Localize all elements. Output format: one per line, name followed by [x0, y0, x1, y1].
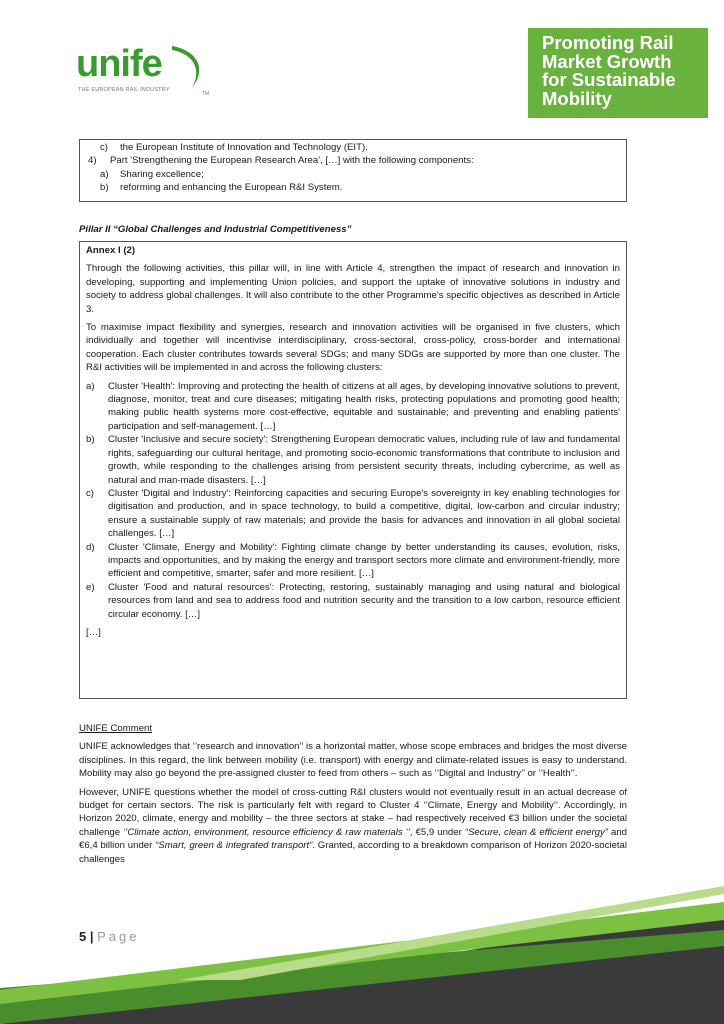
list-item: 4) Part 'Strengthening the European Research Area', […] with the following components:	[88, 155, 474, 167]
logo-swoosh-icon	[168, 44, 208, 92]
header-banner	[528, 28, 708, 118]
paragraph: To maximise impact flexibility and synergies, research and innovation activities will be organised in five clusters, which individually and together will incentivise interdisciplinary, cross-sectoral, cross-policy, cross-border and international cooperation. Each cluster contributes towards several SDGs; and many SDGs are supported by more than one cluster. The R&I activities will be implemented in and across the following clusters:	[86, 322, 620, 374]
quote-box-annex	[79, 241, 627, 699]
unife-logo	[76, 44, 216, 100]
section-heading: Pillar II “Global Challenges and Industrial Competitiveness”	[79, 224, 352, 235]
list-item: a) Cluster 'Health': Improving and protecting the health of citizens at all ages, by developing innovative solutions to prevent, diagnose, monitor, treat and cure diseases; mitigating health risks, protecting populations and promoting good health; making public health systems more cost-effective, equitable and sustainable; and preventing and enabling patients' participation and self-management. […]	[86, 380, 620, 432]
list-item: c) Cluster 'Digital and Industry': Reinforcing capacities and securing Europe's sovereignty in key enabling technologies for digitisation and production, and in space technology, to build a competitive, digital, low-carbon and circular industry; ensure a sustainable supply of raw materials; and provide the basis for advances and innovation in all global societal challenges. […]	[86, 487, 620, 540]
list-item: c) the European Institute of Innovation and Technology (EIT).	[100, 142, 368, 153]
list-item: b) Cluster 'Inclusive and secure society': Strengthening European democratic values, including rule of law and fundamental rights, safeguarding our cultural heritage, and promoting socio-economic transformations that contribute to inclusion and growth, while responding to the challenges arising from persistent security threats, including cybercrime, as well as natural and man-made disasters. […]	[86, 434, 620, 486]
list-item: a) Sharing excellence;	[100, 168, 204, 180]
paragraph: UNIFE acknowledges that ‘’research and innovation’’ is a horizontal matter, whose scope embraces and bridges the most diverse disciplines. In this regard, the link between mobility (i.e. transport) with energy and climate-related issues is easy to understand. Mobility may also go beyond the pre-assigned cluster to feed from others – such as ‘’Digital and Industry’’ or ‘’Health’’.	[79, 741, 627, 780]
annex-heading: Annex I (2)	[86, 245, 136, 256]
logo-trademark: TM	[202, 91, 210, 97]
banner-line: Mobility	[542, 87, 612, 109]
banner-line: for Sustainable	[542, 69, 676, 90]
footer-decoration	[0, 880, 724, 1024]
comment-section	[79, 722, 627, 866]
comment-title: UNIFE Comment	[79, 723, 153, 734]
banner-line: Market Growth	[542, 50, 672, 72]
page-number: 5 | Page	[79, 929, 140, 944]
paragraph: Through the following activities, this pillar will, in line with Article 4, strengthen the impact of research and innovation in developing, supporting and implementing Union policies, and support the uptake of innovative solutions in industry and society to address global challenges. It will also contribute to the other Programme's specific objectives as described in Article 3.	[86, 263, 620, 315]
banner-line: Promoting Rail	[542, 32, 674, 53]
quote-box-pillar-list	[79, 139, 627, 202]
paragraph: However, UNIFE questions whether the model of cross-cutting R&I clusters would not eventually result in an actual decrease of budget for certain sectors. The risk is particularly felt with regard to Cluster 4 ‘’Climate, Energy and Mobility’’. Accordingly, in Horizon 2020, climate, energy and mobility – the three sectors at stake – had respectively received €3 billion under the societal challenge ‘’Climate action, environment, resource efficiency & raw materials ‘’, €5,9 under “Secure, clean & efficient energy” and €6,4 billion under “Smart, green & integrated transport”. Granted, according to a breakdown comparison of Horizon 2020-societal challenges	[79, 786, 627, 865]
list-item: d) Cluster 'Climate, Energy and Mobility': Fighting climate change by better understanding its causes, evolution, risks, impacts and opportunities, and by making the energy and transport sectors more climate and environment-friendly, more efficient and competitive, smarter, safer and more resilient. […]	[86, 541, 620, 580]
logo-wordmark: unife	[76, 43, 162, 85]
logo-subtitle: THE EUROPEAN RAIL INDUSTRY	[78, 87, 170, 93]
list-item: e) Cluster 'Food and natural resources': Protecting, restoring, sustainably managing and using natural and biological resources from land and sea to address food and nutrition security and the transition to a low carbon, resource efficient circular economy. […]	[86, 581, 620, 620]
ellipsis: […]	[86, 626, 101, 638]
list-item: b) reforming and enhancing the European R&I System.	[100, 182, 343, 194]
